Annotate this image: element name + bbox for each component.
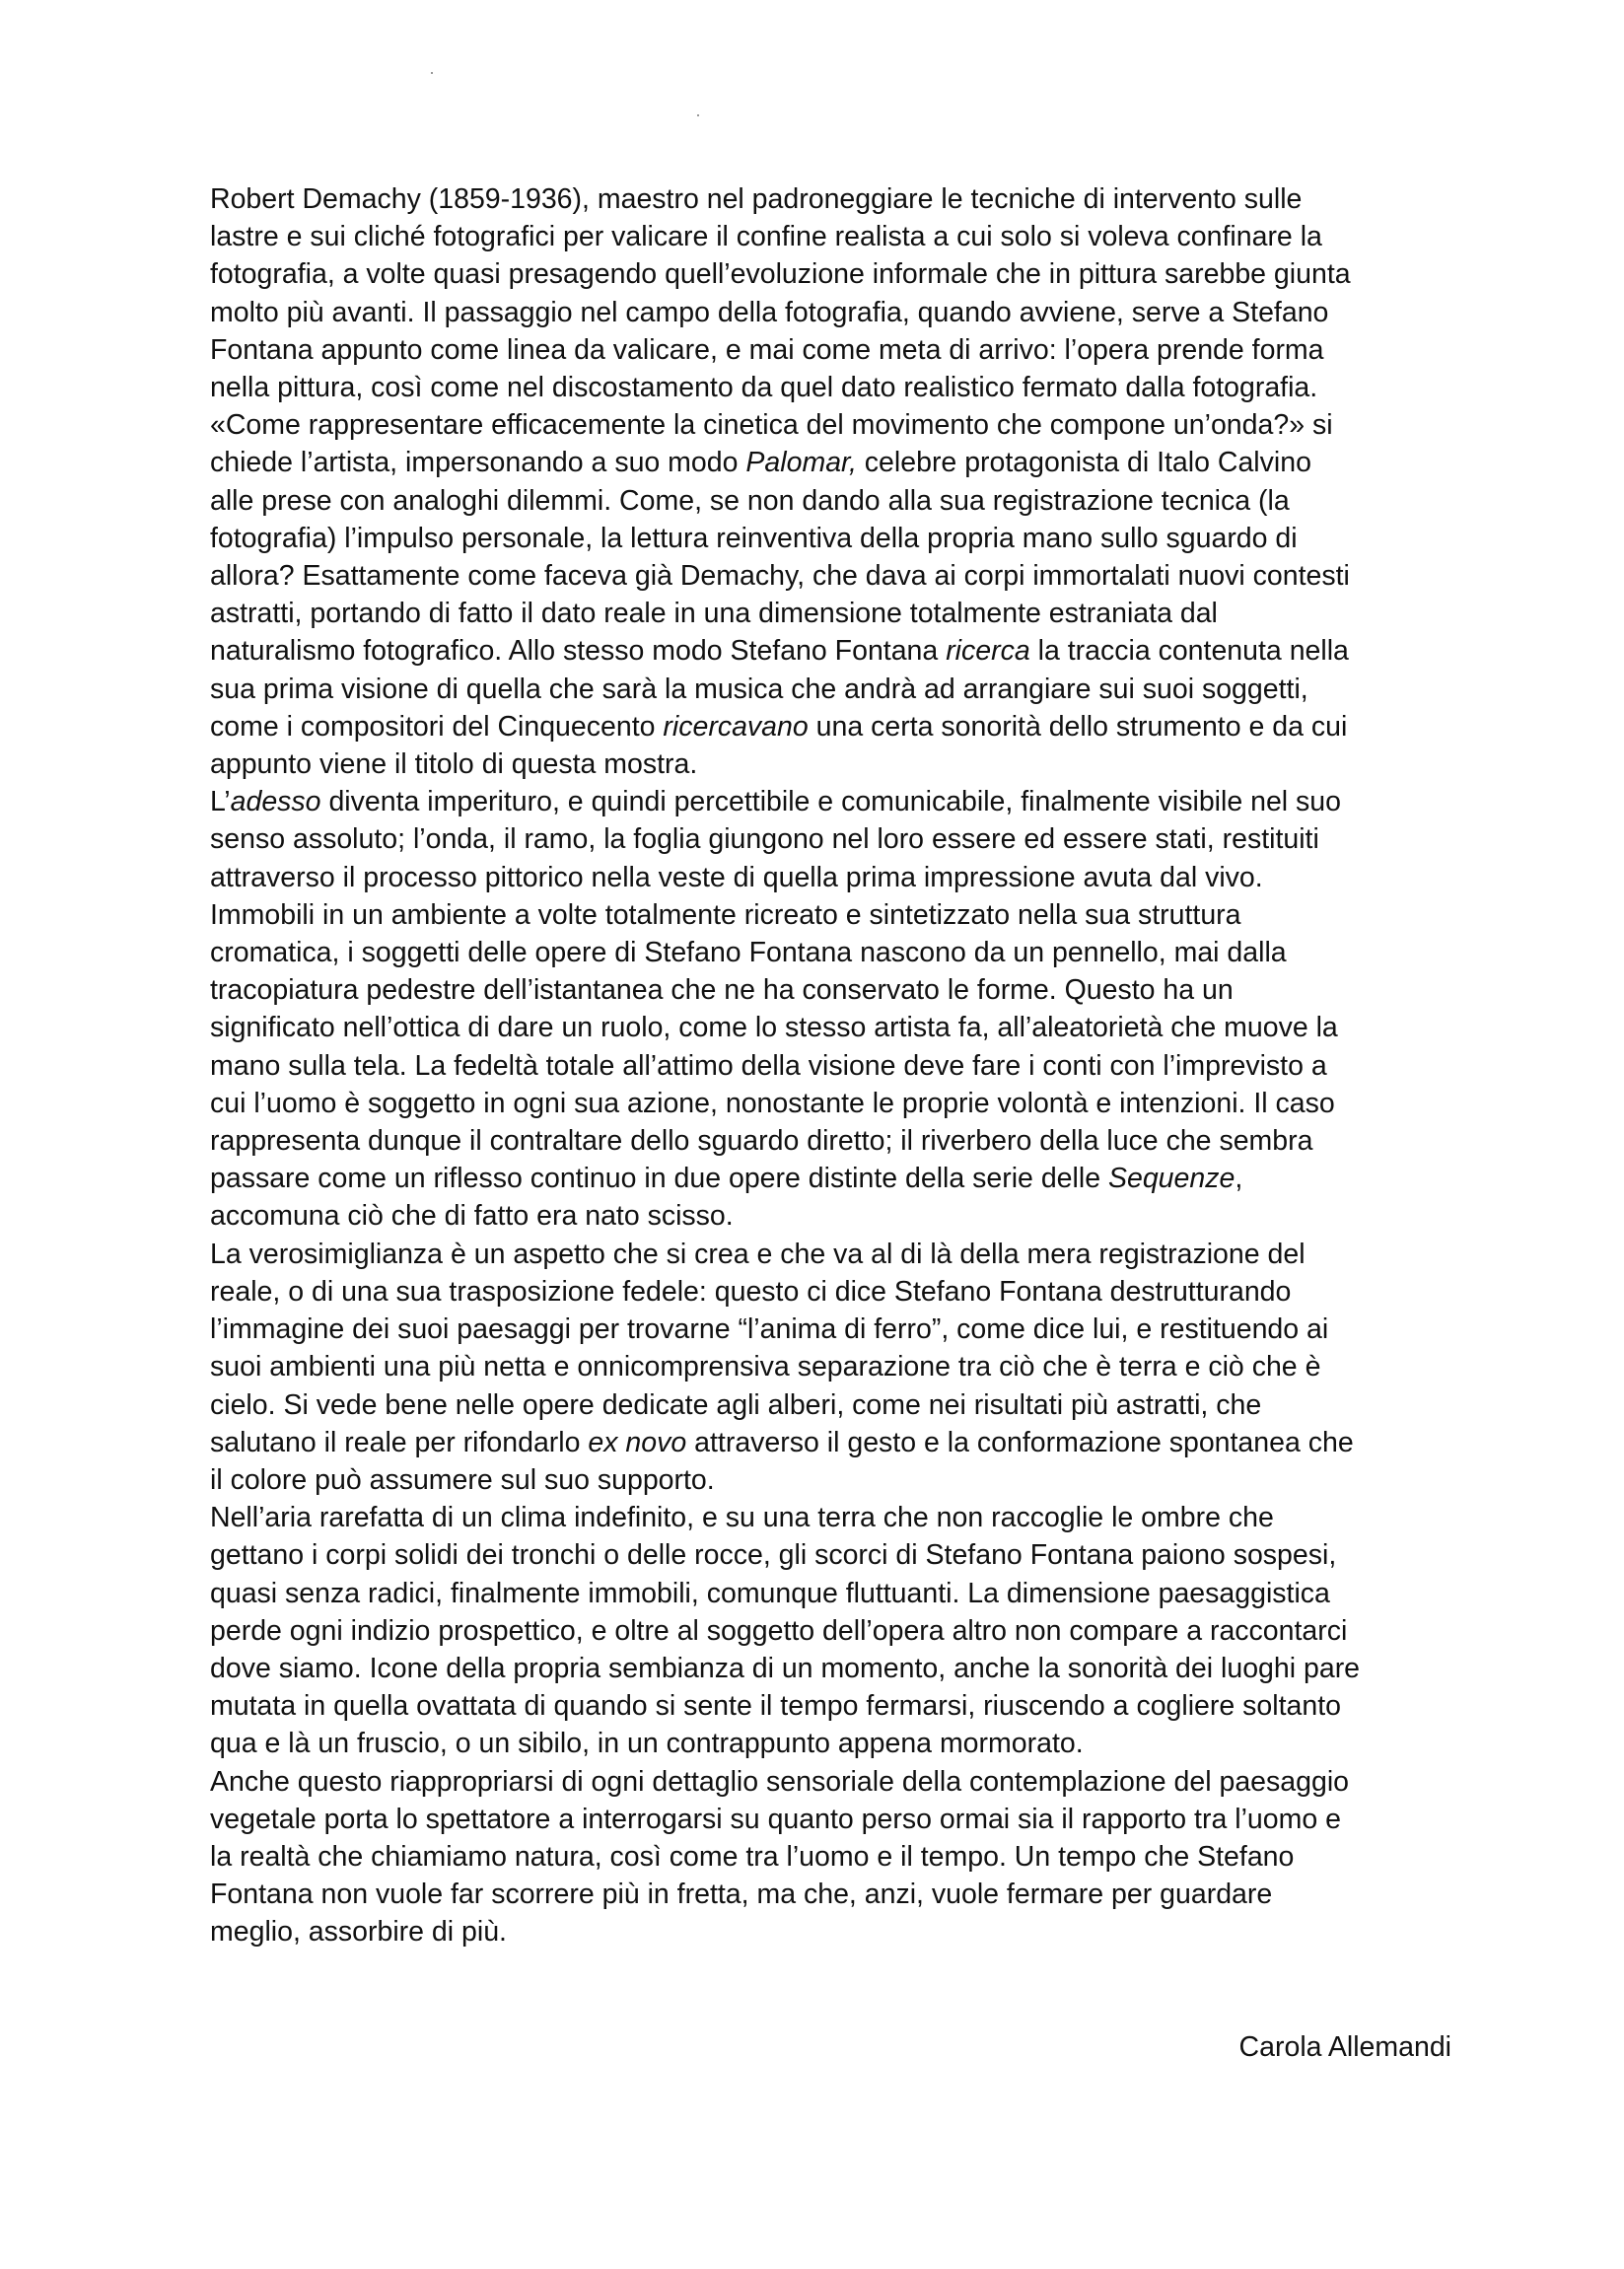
text-run: tracopiatura pedestre dell’istantanea che ne ha conservato le forme. Questo ha un [210,974,1234,1007]
text-run: celebre protagonista di Italo Calvino [856,447,1311,479]
text-run: sua prima visione di quella che sarà la musica che andrà ad arrangiare sui suoi soggetti, [210,673,1308,705]
text-run: nella pittura, così come nel discostamento da quel dato realistico fermato dalla fotografia. [210,372,1318,404]
text-run: attraverso il processo pittorico nella veste di quella prima impressione avuta dal vivo. [210,861,1263,893]
text-run: appunto viene il titolo di questa mostra. [210,748,698,781]
text-run: passare come un riflesso continuo in due opere distinte della serie delle [210,1163,1108,1195]
text-run: allora? Esattamente come faceva già Demachy, che dava ai corpi immortalati nuovi contesti [210,560,1350,593]
text-run: la traccia contenuta nella [1029,635,1349,668]
text-line [210,1801,1457,1838]
text-line [210,1311,1457,1348]
text-run: la realtà che chiamiamo natura, così come tra l’uomo e il tempo. Un tempo che Stefano [210,1840,1295,1873]
text-line [210,1838,1457,1876]
text-line [210,1348,1457,1385]
text-run: meglio, assorbire di più. [210,1916,507,1949]
text-run: mutata in quella ovattata di quando si sente il tempo fermarsi, riuscendo a cogliere soltanto [210,1690,1341,1723]
text-line [210,520,1457,557]
text-run: «Come rappresentare efficacemente la cinetica del movimento che compone un’onda?» si [210,409,1333,442]
text-run: Robert Demachy (1859-1936), maestro nel padroneggiare le tecniche di intervento sulle [210,183,1303,215]
text-run: reale, o di una sua trasposizione fedele: questo ci dice Stefano Fontana destrutturando [210,1275,1292,1308]
essay-body [210,180,1457,1951]
text-run: una certa sonorità dello strumento e da cui [808,710,1348,743]
text-line [210,444,1457,481]
text-line [210,1236,1457,1273]
text-line [210,218,1457,255]
text-run: diventa imperituro, e quindi percettibile e comunicabile, finalmente visibile nel suo [320,786,1342,818]
text-run: perde ogni indizio prospettico, e oltre al soggetto dell’opera altro non compare a raccontarci [210,1614,1348,1647]
text-line [210,820,1457,858]
text-run: attraverso il gesto e la conformazione spontanea che [686,1426,1354,1458]
text-line [210,255,1457,293]
text-line [210,1273,1457,1311]
text-line [210,671,1457,708]
italic-text-run: Sequenze [1107,1163,1236,1195]
text-line [210,1461,1457,1499]
text-line [210,180,1457,218]
text-run: naturalismo fotografico. Allo stesso modo Stefano Fontana [210,635,947,668]
text-line [210,1687,1457,1725]
text-line [210,406,1457,444]
text-line [210,971,1457,1009]
scan-speck [697,114,699,116]
text-run: significato nell’ottica di dare un ruolo, come lo stesso artista fa, all’aleatorietà che muove la [210,1012,1338,1044]
text-run: rappresenta dunque il contraltare dello sguardo diretto; il riverbero della luce che sembra [210,1125,1313,1158]
text-run: cromatica, i soggetti delle opere di Stefano Fontana nascono da un pennello, mai dalla [210,937,1287,969]
text-line [210,369,1457,406]
text-run: mano sulla tela. La fedeltà totale all’attimo della visione deve fare i conti con l’imprevisto a [210,1049,1327,1082]
text-line [210,859,1457,896]
text-run: Immobili in un ambiente a volte totalmente ricreato e sintetizzato nella sua struttura [210,898,1241,931]
text-line [210,1197,1457,1235]
text-line [210,1160,1457,1197]
text-run: salutano il reale per rifondarlo [210,1426,589,1458]
author-signature: Carola Allemandi [1238,2031,1451,2063]
text-run: fotografia, a volte quasi presagendo quell’evoluzione informale che in pittura sarebbe giunta [210,258,1351,291]
text-run: il colore può assumere sul suo supporto. [210,1463,715,1496]
text-run: astratti, portando di fatto il dato reale in una dimensione totalmente estraniata dal [210,598,1218,630]
text-run: molto più avanti. Il passaggio nel campo della fotografia, quando avviene, serve a Stefano [210,296,1329,328]
text-line [210,1386,1457,1424]
text-run: Fontana appunto come linea da valicare, e mai come meta di arrivo: l’opera prende forma [210,333,1324,366]
text-line [210,482,1457,520]
text-run: dove siamo. Icone della propria sembianza di un momento, anche la sonorità dei luoghi pare [210,1652,1361,1684]
text-line [210,1047,1457,1085]
text-run: come i compositori del Cinquecento [210,710,664,743]
text-line [210,708,1457,745]
text-run: vegetale porta lo spettatore a interrogarsi su quanto perso ormai sia il rapporto tra l’uomo e [210,1803,1341,1835]
text-run: senso assoluto; l’onda, il ramo, la foglia giungono nel loro essere ed essere stati, restituiti [210,823,1319,856]
text-line [210,1499,1457,1536]
text-line [210,1536,1457,1574]
text-run: lastre e sui cliché fotografici per valicare il confine realista a cui solo si voleva confinare la [210,221,1322,253]
text-run: cielo. Si vede bene nelle opere dedicate agli alberi, come nei risultati più astratti, che [210,1388,1262,1421]
text-line [210,294,1457,331]
text-run: Fontana non vuole far scorrere più in fretta, ma che, anzi, vuole fermare per guardare [210,1879,1273,1911]
text-line [210,1085,1457,1122]
text-line [210,1650,1457,1687]
text-run: L’ [210,786,231,818]
text-line [210,1009,1457,1046]
text-run: qua e là un fruscio, o un sibilo, in un contrappunto appena mormorato. [210,1728,1084,1760]
text-line [210,1725,1457,1762]
italic-text-run: ricerca [946,635,1030,668]
text-line [210,1913,1457,1950]
text-run: gettano i corpi solidi dei tronchi o delle rocce, gli scorci di Stefano Fontana paiono sospesi, [210,1539,1337,1572]
text-line [210,1122,1457,1160]
italic-text-run: ex novo [588,1426,687,1458]
text-run: l’immagine dei suoi paesaggi per trovarne “l’anima di ferro”, come dice lui, e restituendo ai [210,1313,1329,1346]
text-line [210,1612,1457,1650]
text-line [210,331,1457,369]
text-line [210,934,1457,971]
text-line [210,1763,1457,1801]
text-run: quasi senza radici, finalmente immobili, comunque fluttuanti. La dimensione paesaggistica [210,1577,1330,1609]
text-line [210,896,1457,934]
text-run: fotografia) l’impulso personale, la lettura reinventiva della propria mano sullo sguardo di [210,522,1298,554]
text-run: alle prese con analoghi dilemmi. Come, se non dando alla sua registrazione tecnica (la [210,484,1290,517]
text-run: La verosimiglianza è un aspetto che si crea e che va al di là della mera registrazione del [210,1238,1306,1270]
text-line [210,632,1457,670]
text-run: accomuna ciò che di fatto era nato scisso. [210,1200,734,1233]
text-run: cui l’uomo è soggetto in ogni sua azione, nonostante le proprie volontà e intenzioni. Il caso [210,1087,1335,1119]
italic-text-run: adesso [230,786,321,818]
text-run: Nell’aria rarefatta di un clima indefinito, e su una terra che non raccoglie le ombre che [210,1502,1274,1534]
text-line [210,1876,1457,1913]
text-line [210,557,1457,595]
text-run: chiede l’artista, impersonando a suo modo [210,447,746,479]
italic-text-run: Palomar, [745,447,857,479]
text-line [210,1424,1457,1461]
text-run: Anche questo riappropriarsi di ogni dettaglio sensoriale della contemplazione del paesaggio [210,1765,1350,1798]
scan-speck [431,72,433,74]
text-line [210,745,1457,783]
text-line [210,1575,1457,1612]
italic-text-run: ricercavano [663,710,809,743]
text-run: suoi ambienti una più netta e onnicomprensiva separazione tra ciò che è terra e ciò che è [210,1351,1321,1383]
text-run: , [1235,1163,1243,1195]
text-line [210,595,1457,632]
text-line [210,783,1457,820]
